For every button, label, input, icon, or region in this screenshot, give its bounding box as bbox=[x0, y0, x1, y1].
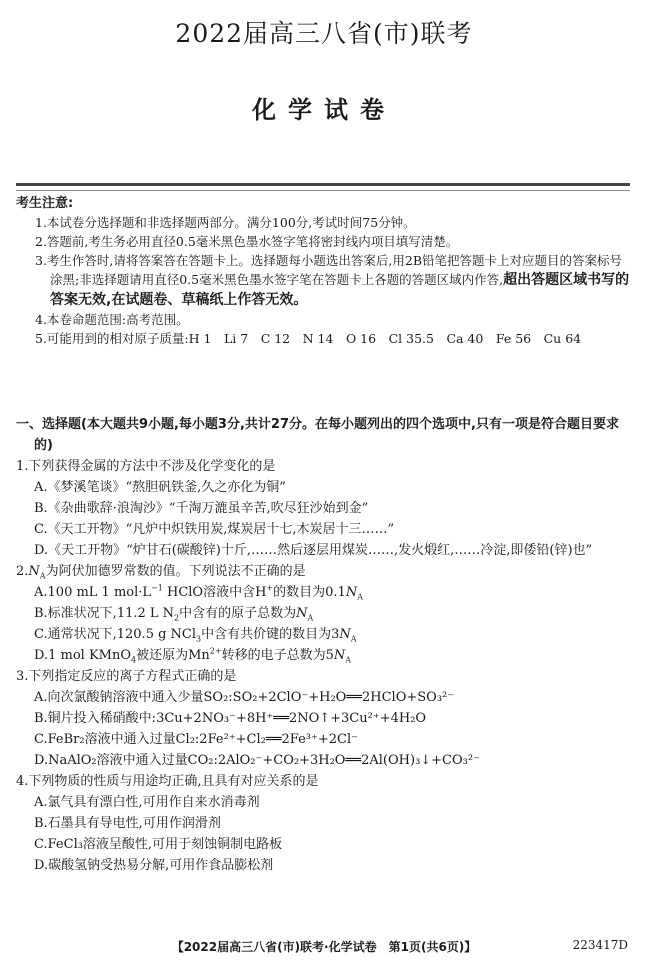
divider-thick bbox=[16, 183, 630, 186]
option-c: C.通常状况下,120.5 g NCl$_3$中含有共价键的数目为$3N_A$ bbox=[34, 627, 357, 644]
q2-a-pre: A.100 mL 1 mol·L bbox=[34, 585, 152, 600]
q2-number: 2. bbox=[16, 564, 29, 579]
q2-d-mid: 被还原为Mn bbox=[136, 648, 210, 663]
option-b: B.石墨具有导电性,可用作润滑剂 bbox=[34, 816, 221, 831]
q2-stem-text: 为阿伏加德罗常数的值。下列说法不正确的是 bbox=[45, 564, 306, 579]
q2-d-pre: D.1 mol KMnO bbox=[34, 648, 131, 663]
notice-heading: 考生注意: bbox=[16, 196, 74, 211]
option-a: A.氯气具有漂白性,可用作自来水消毒剂 bbox=[34, 795, 260, 810]
option-c: C.FeCl₃溶液呈酸性,可用于刻蚀铜制电路板 bbox=[34, 837, 283, 852]
notice-item-5 bbox=[16, 329, 632, 348]
q2-c-end: 中含有共价键的数目为3 bbox=[201, 627, 340, 642]
q2-a-mid: HClO溶液中含H bbox=[162, 585, 267, 600]
footer-center: 【2022届高三八省(市)联考·化学试卷 第1页(共6页)】 bbox=[171, 940, 477, 954]
question-3 bbox=[16, 666, 632, 771]
option-d: D.NaAlO₂溶液中通入过量CO₂:2AlO₂⁻+CO₂+3H₂O══2Al(OH)₃↓+CO₃²⁻ bbox=[34, 753, 480, 768]
option-a: A.《梦溪笔谈》“熬胆矾铁釜,久之亦化为铜” bbox=[34, 480, 286, 495]
question-4 bbox=[16, 771, 632, 876]
option-a: A.100 mL 1 $mol\cdot L^{-1}$ HClO溶液中含H+的数目为$0.1N_A$ bbox=[34, 583, 363, 602]
option-c: C.FeBr₂溶液中通入过量Cl₂:2Fe²⁺+Cl₂══2Fe³⁺+2Cl⁻ bbox=[34, 732, 358, 747]
exam-subject: 化学试卷 bbox=[252, 96, 396, 124]
notice-block bbox=[16, 194, 632, 348]
question-stem: 3.下列指定反应的离子方程式正确的是 bbox=[16, 669, 237, 684]
question-1 bbox=[16, 456, 632, 561]
q2-a-end: 的数目为0.1 bbox=[273, 585, 346, 600]
question-stem: $2.N_A$为阿伏加德罗常数的值。下列说法不正确的是 bbox=[16, 564, 306, 581]
option-b: B.铜片投入稀硝酸中:3Cu+2NO₃⁻+8H⁺══2NO↑+3Cu²⁺+4H₂O bbox=[34, 711, 427, 726]
option-d: D.《天工开物》“炉甘石(碳酸锌)十斤,……然后逐层用煤炭……,发火煅红,……冷淀,即倭铅(锌)也” bbox=[34, 543, 593, 558]
question-stem: 1.下列获得金属的方法中不涉及化学变化的是 bbox=[16, 459, 276, 474]
option-a: A.向次氯酸钠溶液中通入少量SO₂:SO₂+2ClO⁻+H₂O══2HClO+SO₃²⁻ bbox=[34, 690, 455, 705]
option-b: B.标准状况下,11.2 L $N_2$中含有的原子总数为$N_A$ bbox=[34, 606, 314, 623]
notice-item: 1.本试卷分选择题和非选择题两部分。满分100分,考试时间75分钟。 bbox=[35, 215, 416, 230]
option-d: D.碳酸氢钠受热易分解,可用作食品膨松剂 bbox=[34, 858, 274, 873]
notice-item: 2.答题前,考生务必用直径0.5毫米黑色墨水签字笔将密封线内项目填写清楚。 bbox=[35, 234, 459, 249]
notice-item-3-text: 3.考生作答时,请将答案答在答题卡上。选择题每小题选出答案后,用2B铅笔把答题卡上对应题目的答案标号涂黑;非选择题请用直径0.5毫米黑色墨水签字笔在答题卡上各题的答题区域内作答, bbox=[35, 253, 623, 287]
notice-item-5-prefix: 5.可能用到的相对原子质量: bbox=[35, 331, 189, 346]
option-b: B.《杂曲歌辞·浪淘沙》“千淘万漉虽辛苦,吹尽狂沙始到金” bbox=[34, 501, 369, 516]
notice-item: 4.本卷命题范围:高考范围。 bbox=[35, 312, 189, 327]
q2-b-pre: B.标准状况下,11.2 L N bbox=[34, 606, 175, 621]
question-2 bbox=[16, 561, 632, 666]
option-d: D.1 mol KMnO$_4$被还原为$Mn^{2+}$转移的电子总数为$5N_A$ bbox=[34, 646, 352, 665]
notice-item-3 bbox=[16, 251, 632, 310]
q2-b-end: 中含有的原子总数为 bbox=[179, 606, 297, 621]
divider-thin bbox=[16, 190, 630, 191]
notice-item-3-bold: 超出答题区域书写的答案无效,在试题卷、草稿纸上作答无效。 bbox=[50, 272, 630, 308]
footer-code: 223417D bbox=[572, 938, 628, 952]
q2-d-end: 转移的电子总数为5 bbox=[221, 648, 334, 663]
section-heading: 一、选择题(本大题共9小题,每小题3分,共计27分。在每小题列出的四个选项中,只有一项是符合题目要求的) bbox=[16, 417, 619, 453]
q2-c-pre: C.通常状况下,120.5 g NCl bbox=[34, 627, 197, 642]
exam-title: 2022届高三八省(市)联考 bbox=[175, 19, 473, 48]
option-c: C.《天工开物》“凡炉中炽铁用炭,煤炭居十七,木炭居十三……” bbox=[34, 522, 395, 537]
question-stem: 4.下列物质的性质与用途均正确,且具有对应关系的是 bbox=[16, 774, 319, 789]
atomic-masses: H 1 Li 7 C 12 N 14 O 16 Cl 35.5 Ca 40 Fe 56 Cu 64 bbox=[188, 331, 582, 346]
section-choice bbox=[16, 414, 632, 876]
